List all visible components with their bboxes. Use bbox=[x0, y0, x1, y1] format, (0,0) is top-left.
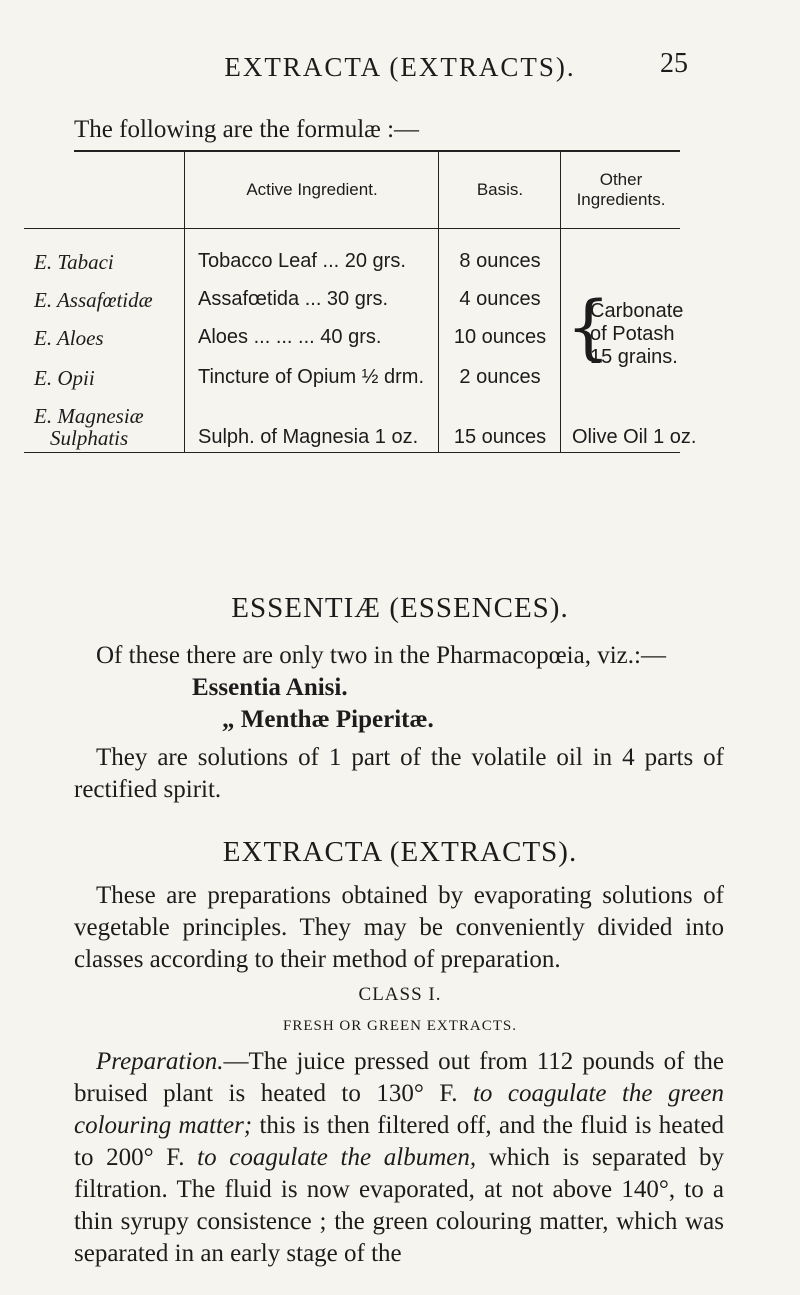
row-active: Assafœtida ... 30 grs. bbox=[198, 288, 389, 310]
brace-icon: { bbox=[566, 286, 611, 368]
row-basis: 2 ounces bbox=[459, 366, 541, 388]
other-line: 15 grains. bbox=[590, 346, 678, 368]
table-header-rule bbox=[24, 228, 680, 229]
column-divider-2 bbox=[438, 152, 439, 452]
prep-text: —The juice pressed out from 112 pounds of the bruised plant is heated to 130° F. bbox=[74, 1048, 724, 1107]
class-heading: CLASS I. bbox=[358, 984, 442, 1005]
row-active: Tobacco Leaf ... 20 grs. bbox=[198, 250, 406, 272]
preparation-label: Preparation. bbox=[96, 1048, 224, 1075]
prep-italic: to coagulate the albumen, bbox=[197, 1144, 477, 1171]
essentia-item: „ Menthæ Piperitæ. bbox=[222, 706, 434, 733]
prep-text: which is separated by filtration. The fluid is now evaporated, at not above 140°, to a thin syrupy consistence ; the green colouring matter, which was separated in an early stage of the bbox=[74, 1144, 725, 1267]
essentiae-body: They are solutions of 1 part of the volatile oil in 4 parts of rectified spirit. bbox=[74, 744, 724, 803]
col-header-active: Active Ingredient. bbox=[246, 180, 378, 199]
extracta-body: These are preparations obtained by evaporating solutions of vegetable principles. They may be conveniently divided into classes according to their method of preparation. bbox=[74, 882, 724, 973]
prep-italic: to coagulate the green colouring matter; bbox=[74, 1080, 724, 1139]
row-name-line2: Sulphatis bbox=[50, 426, 129, 450]
row-basis: 4 ounces bbox=[459, 288, 541, 310]
extracta-heading: EXTRACTA (EXTRACTS). bbox=[222, 836, 578, 868]
table-top-rule bbox=[74, 150, 680, 152]
row-name-line1: E. Magnesiæ bbox=[34, 404, 144, 428]
row-active: Sulph. of Magnesia 1 oz. bbox=[198, 426, 419, 448]
row-name: E. Opii bbox=[34, 366, 95, 390]
row-name: E. Assafœtidæ bbox=[34, 288, 153, 312]
row-active: Tincture of Opium ½ drm. bbox=[198, 366, 424, 388]
row-other: Olive Oil 1 oz. bbox=[572, 426, 697, 448]
column-divider-1 bbox=[184, 152, 185, 452]
row-name: E. Aloes bbox=[34, 326, 104, 350]
col-header-basis: Basis. bbox=[476, 180, 524, 199]
other-line: of Potash bbox=[590, 323, 675, 345]
intro-text: The following are the formulæ :— bbox=[74, 116, 420, 143]
page-number: 25 bbox=[660, 48, 688, 79]
row-basis: 15 ounces bbox=[453, 426, 547, 448]
row-basis: 10 ounces bbox=[453, 326, 547, 348]
prep-text: this is then filtered off, and the fluid is heated to 200° F. bbox=[74, 1112, 724, 1171]
essentia-item: Essentia Anisi. bbox=[192, 674, 348, 701]
row-name: E. Tabaci bbox=[34, 250, 114, 274]
other-group bbox=[590, 300, 683, 369]
essentiae-intro: Of these there are only two in the Pharmacopœia, viz.:— bbox=[96, 642, 666, 669]
col-header-other: Other Ingredients. bbox=[576, 170, 666, 209]
essentiae-heading: ESSENTIÆ (ESSENCES). bbox=[231, 592, 569, 624]
class-subheading: FRESH OR GREEN EXTRACTS. bbox=[282, 1018, 518, 1034]
table-bottom-rule bbox=[24, 452, 680, 453]
row-active: Aloes ... ... ... 40 grs. bbox=[198, 326, 382, 348]
preparation-paragraph bbox=[74, 1046, 724, 1270]
row-basis: 8 ounces bbox=[459, 250, 541, 272]
running-title: EXTRACTA (EXTRACTS). bbox=[224, 52, 576, 82]
other-line: Carbonate bbox=[590, 300, 684, 322]
column-divider-3 bbox=[560, 152, 561, 452]
